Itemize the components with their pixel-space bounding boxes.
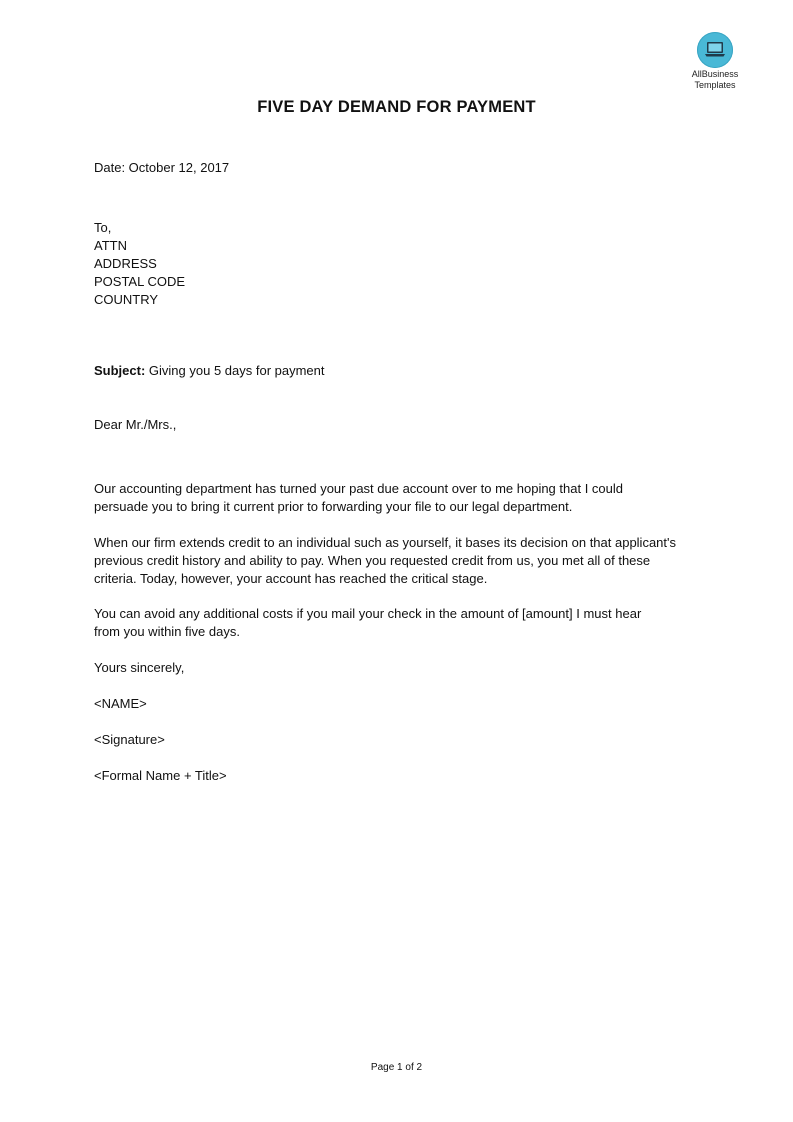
subject-label: Subject: <box>94 363 146 378</box>
document-title: FIVE DAY DEMAND FOR PAYMENT <box>257 98 536 116</box>
paragraph-line: When our firm extends credit to an individual such as yourself, it bases its decision on that applicant's <box>94 535 677 550</box>
recipient-postal-code: POSTAL CODE <box>94 274 186 289</box>
paragraph-line: criteria. Today, however, your account has reached the critical stage. <box>94 571 488 586</box>
paragraph-1 <box>94 480 704 516</box>
paragraph-line: persuade you to bring it current prior to forwarding your file to our legal department. <box>94 499 573 514</box>
subject-text: Giving you 5 days for payment <box>145 363 325 378</box>
paragraph-line: Our accounting department has turned your past due account over to me hoping that I could <box>94 481 623 496</box>
page-number: Page 1 of 2 <box>370 1062 423 1073</box>
paragraph-3 <box>94 605 704 641</box>
sender-signature: <Signature> <box>94 732 165 747</box>
closing: Yours sincerely, <box>94 660 185 675</box>
recipient-attn: ATTN <box>94 238 127 253</box>
laptop-icon <box>697 32 733 68</box>
paragraph-2 <box>94 534 704 588</box>
recipient-country: COUNTRY <box>94 292 159 307</box>
paragraph-line: previous credit history and ability to pay. When you requested credit from us, you met all of these <box>94 553 651 568</box>
recipient-address: ADDRESS <box>94 256 157 271</box>
paragraph-line: You can avoid any additional costs if you mail your check in the amount of [amount] I must hear <box>94 606 642 621</box>
subject-line <box>94 362 325 380</box>
paragraph-line: from you within five days. <box>94 624 240 639</box>
logo-text-line2: Templates <box>694 80 736 90</box>
sender-name: <NAME> <box>94 696 147 711</box>
company-logo <box>680 32 750 90</box>
date-line: Date: October 12, 2017 <box>94 160 230 175</box>
logo-text-line1: AllBusiness <box>691 69 739 79</box>
sender-formal-title: <Formal Name + Title> <box>94 768 227 783</box>
recipient-to: To, <box>94 220 112 235</box>
salutation: Dear Mr./Mrs., <box>94 417 177 432</box>
